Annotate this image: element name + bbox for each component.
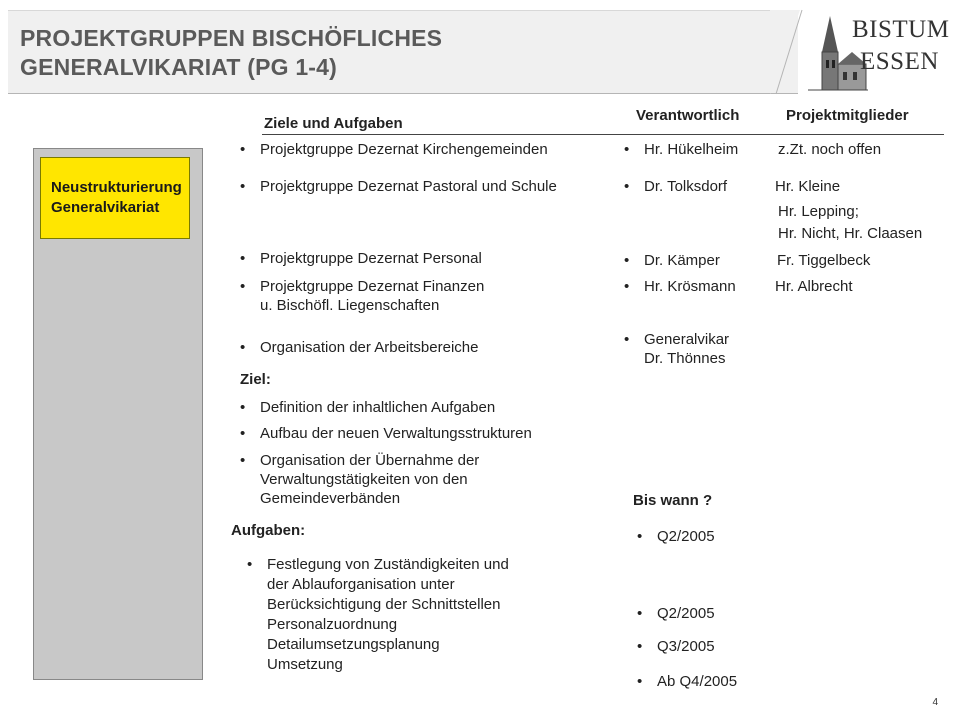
bullet-icon: • xyxy=(240,178,246,195)
responsible-item xyxy=(624,277,736,296)
aufgaben-text: Umsetzung xyxy=(267,656,343,673)
responsible-item xyxy=(624,140,738,159)
member-text: Fr. Tiggelbeck xyxy=(777,252,871,269)
bullet-icon: • xyxy=(240,452,246,469)
bullet-icon: • xyxy=(624,252,630,269)
header-goals: Ziele und Aufgaben xyxy=(264,115,403,132)
bullet-icon: • xyxy=(637,605,643,622)
group-item xyxy=(240,338,478,357)
ziel-item xyxy=(240,398,495,417)
aufgaben-heading: Aufgaben: xyxy=(231,522,306,539)
deadline-text: Q3/2005 xyxy=(657,638,715,655)
bistum-essen-logo xyxy=(808,12,954,96)
responsible-text-continued: Dr. Thönnes xyxy=(644,350,726,367)
bullet-icon: • xyxy=(624,141,630,158)
bullet-icon: • xyxy=(240,399,246,416)
responsible-text: Dr. Kämper xyxy=(644,252,720,269)
section-label-line-2: Generalvikariat xyxy=(51,199,160,216)
deadline-item xyxy=(637,637,715,656)
group-item xyxy=(240,140,548,159)
group-text: Projektgruppe Dezernat Pastoral und Schule xyxy=(260,178,557,195)
member-text: z.Zt. noch offen xyxy=(778,141,882,158)
bullet-icon: • xyxy=(240,339,246,356)
ziel-text: Definition der inhaltlichen Aufgaben xyxy=(260,399,496,416)
responsible-text: Generalvikar xyxy=(644,331,730,348)
page-title xyxy=(20,24,442,82)
ziel-text-continued: Verwaltungstätigkeiten von den xyxy=(260,471,468,488)
page-number: 4 xyxy=(932,697,938,708)
ziel-item xyxy=(240,451,479,508)
header-members: Projektmitglieder xyxy=(786,107,909,124)
title-line-2: GENERALVIKARIAT (PG 1-4) xyxy=(20,54,338,80)
ziel-text: Organisation der Übernahme der xyxy=(260,452,480,469)
aufgaben-text: Festlegung von Zuständigkeiten und xyxy=(267,556,509,573)
member-text: Hr. Albrecht xyxy=(775,278,853,295)
ziel-item xyxy=(240,424,532,443)
responsible-item xyxy=(624,177,727,196)
group-text: Organisation der Arbeitsbereiche xyxy=(260,339,479,356)
aufgaben-text: der Ablauforganisation unter xyxy=(267,576,455,593)
logo-line-1: BISTUM xyxy=(852,16,950,43)
bullet-icon: • xyxy=(637,528,643,545)
section-label-line-1: Neustrukturierung xyxy=(51,179,182,196)
deadline-heading: Bis wann ? xyxy=(633,492,713,509)
bullet-icon: • xyxy=(240,278,246,295)
group-text: Projektgruppe Dezernat Personal xyxy=(260,250,482,267)
aufgaben-text: Personalzuordnung xyxy=(267,616,398,633)
responsible-text: Hr. Hükelheim xyxy=(644,141,739,158)
responsible-text: Hr. Krösmann xyxy=(644,278,736,295)
bullet-icon: • xyxy=(624,331,630,348)
bullet-icon: • xyxy=(240,141,246,158)
member-text: Hr. Nicht, Hr. Claasen xyxy=(778,225,923,242)
bullet-icon: • xyxy=(624,278,630,295)
group-item xyxy=(240,177,557,196)
bullet-icon: • xyxy=(624,178,630,195)
deadline-item xyxy=(637,672,737,691)
deadline-item xyxy=(637,527,715,546)
deadline-text: Q2/2005 xyxy=(657,605,715,622)
deadline-text: Ab Q4/2005 xyxy=(657,673,738,690)
group-text: Projektgruppe Dezernat Kirchengemeinden xyxy=(260,141,548,158)
responsible-item xyxy=(624,251,720,270)
bullet-icon: • xyxy=(240,425,246,442)
aufgaben-text: Berücksichtigung der Schnittstellen xyxy=(267,596,501,613)
header-divider xyxy=(262,134,944,135)
bullet-icon: • xyxy=(247,556,253,573)
bullet-icon: • xyxy=(240,250,246,267)
ziel-text-continued: Gemeindeverbänden xyxy=(260,490,401,507)
section-label-box xyxy=(40,157,190,239)
deadline-text: Q2/2005 xyxy=(657,528,715,545)
ziel-text: Aufbau der neuen Verwaltungsstrukturen xyxy=(260,425,532,442)
bullet-icon: • xyxy=(637,673,643,690)
responsible-text: Dr. Tolksdorf xyxy=(644,178,728,195)
aufgaben-text: Detailumsetzungsplanung xyxy=(267,636,440,653)
aufgaben-item xyxy=(247,555,509,675)
logo-line-2: ESSEN xyxy=(860,48,939,75)
title-line-1: PROJEKTGRUPPEN BISCHÖFLICHES xyxy=(20,25,443,51)
member-text: Hr. Kleine xyxy=(775,178,841,195)
group-text: Projektgruppe Dezernat Finanzen xyxy=(260,278,485,295)
ziel-heading: Ziel: xyxy=(240,371,271,388)
deadline-item xyxy=(637,604,715,623)
header-responsible: Verantwortlich xyxy=(636,107,740,124)
group-item xyxy=(240,277,484,315)
group-text-continued: u. Bischöfl. Liegenschaften xyxy=(260,297,440,314)
member-text: Hr. Lepping; xyxy=(778,203,859,220)
responsible-item xyxy=(624,330,729,368)
group-item xyxy=(240,249,482,268)
bullet-icon: • xyxy=(637,638,643,655)
